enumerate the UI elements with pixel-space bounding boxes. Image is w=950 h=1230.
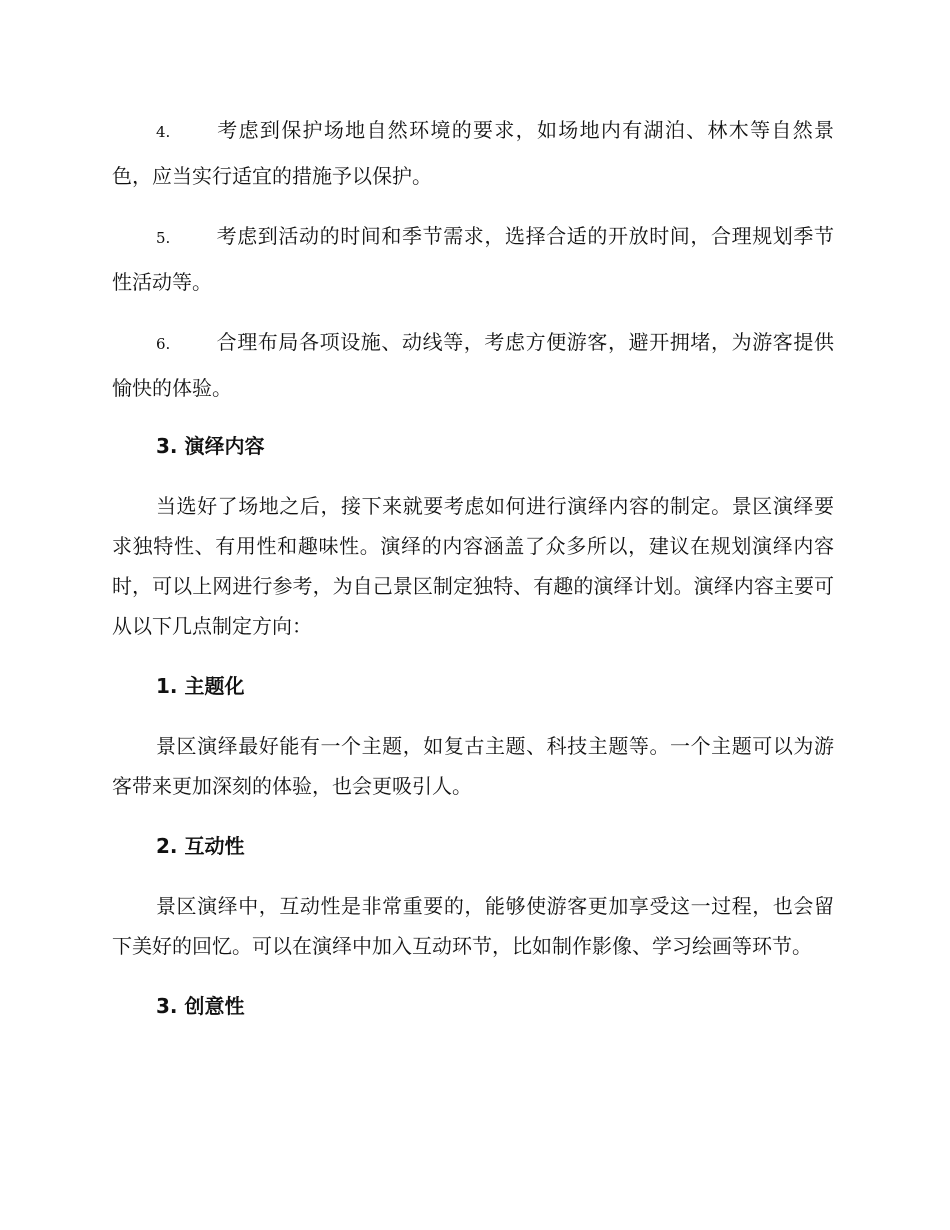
list-item [112,214,834,304]
list-item-number: 5. [156,229,171,247]
list-item-number: 6. [156,335,171,353]
section-paragraph: 当选好了场地之后，接下来就要考虑如何进行演绎内容的制定。景区演绎要求独特性、有用性和趣味性。演绎的内容涵盖了众多所以，建议在规划演绎内容时，可以上网进行参考，为自己景区制定独特、有趣的演绎计划。演绎内容主要可从以下几点制定方向： [112,494,834,638]
list-item-text: 合理布局各项设施、动线等，考虑方便游客，避开拥堵，为游客提供愉快的体验。 [112,330,834,400]
subsection-heading-creativity: 3. 创意性 [156,994,245,1018]
subsection-heading-theme: 1. 主题化 [156,674,245,698]
subsection-paragraph-interactivity: 景区演绎中，互动性是非常重要的，能够使游客更加享受这一过程，也会留下美好的回忆。可以在演绎中加入互动环节，比如制作影像、学习绘画等环节。 [112,894,834,958]
subsection-paragraph-theme: 景区演绎最好能有一个主题，如复古主题、科技主题等。一个主题可以为游客带来更加深刻的体验，也会更吸引人。 [112,734,834,798]
list-item [112,320,834,410]
list-item-text: 考虑到保护场地自然环境的要求，如场地内有湖泊、林木等自然景色，应当实行适宜的措施予以保护。 [112,118,834,188]
section-heading-performance-content: 3. 演绎内容 [156,434,265,458]
document-body [112,108,834,1046]
list-item-text: 考虑到活动的时间和季节需求，选择合适的开放时间，合理规划季节性活动等。 [112,224,834,294]
list-item [112,108,834,198]
subsection-heading-interactivity: 2. 互动性 [156,834,245,858]
list-item-number: 4. [156,123,171,141]
